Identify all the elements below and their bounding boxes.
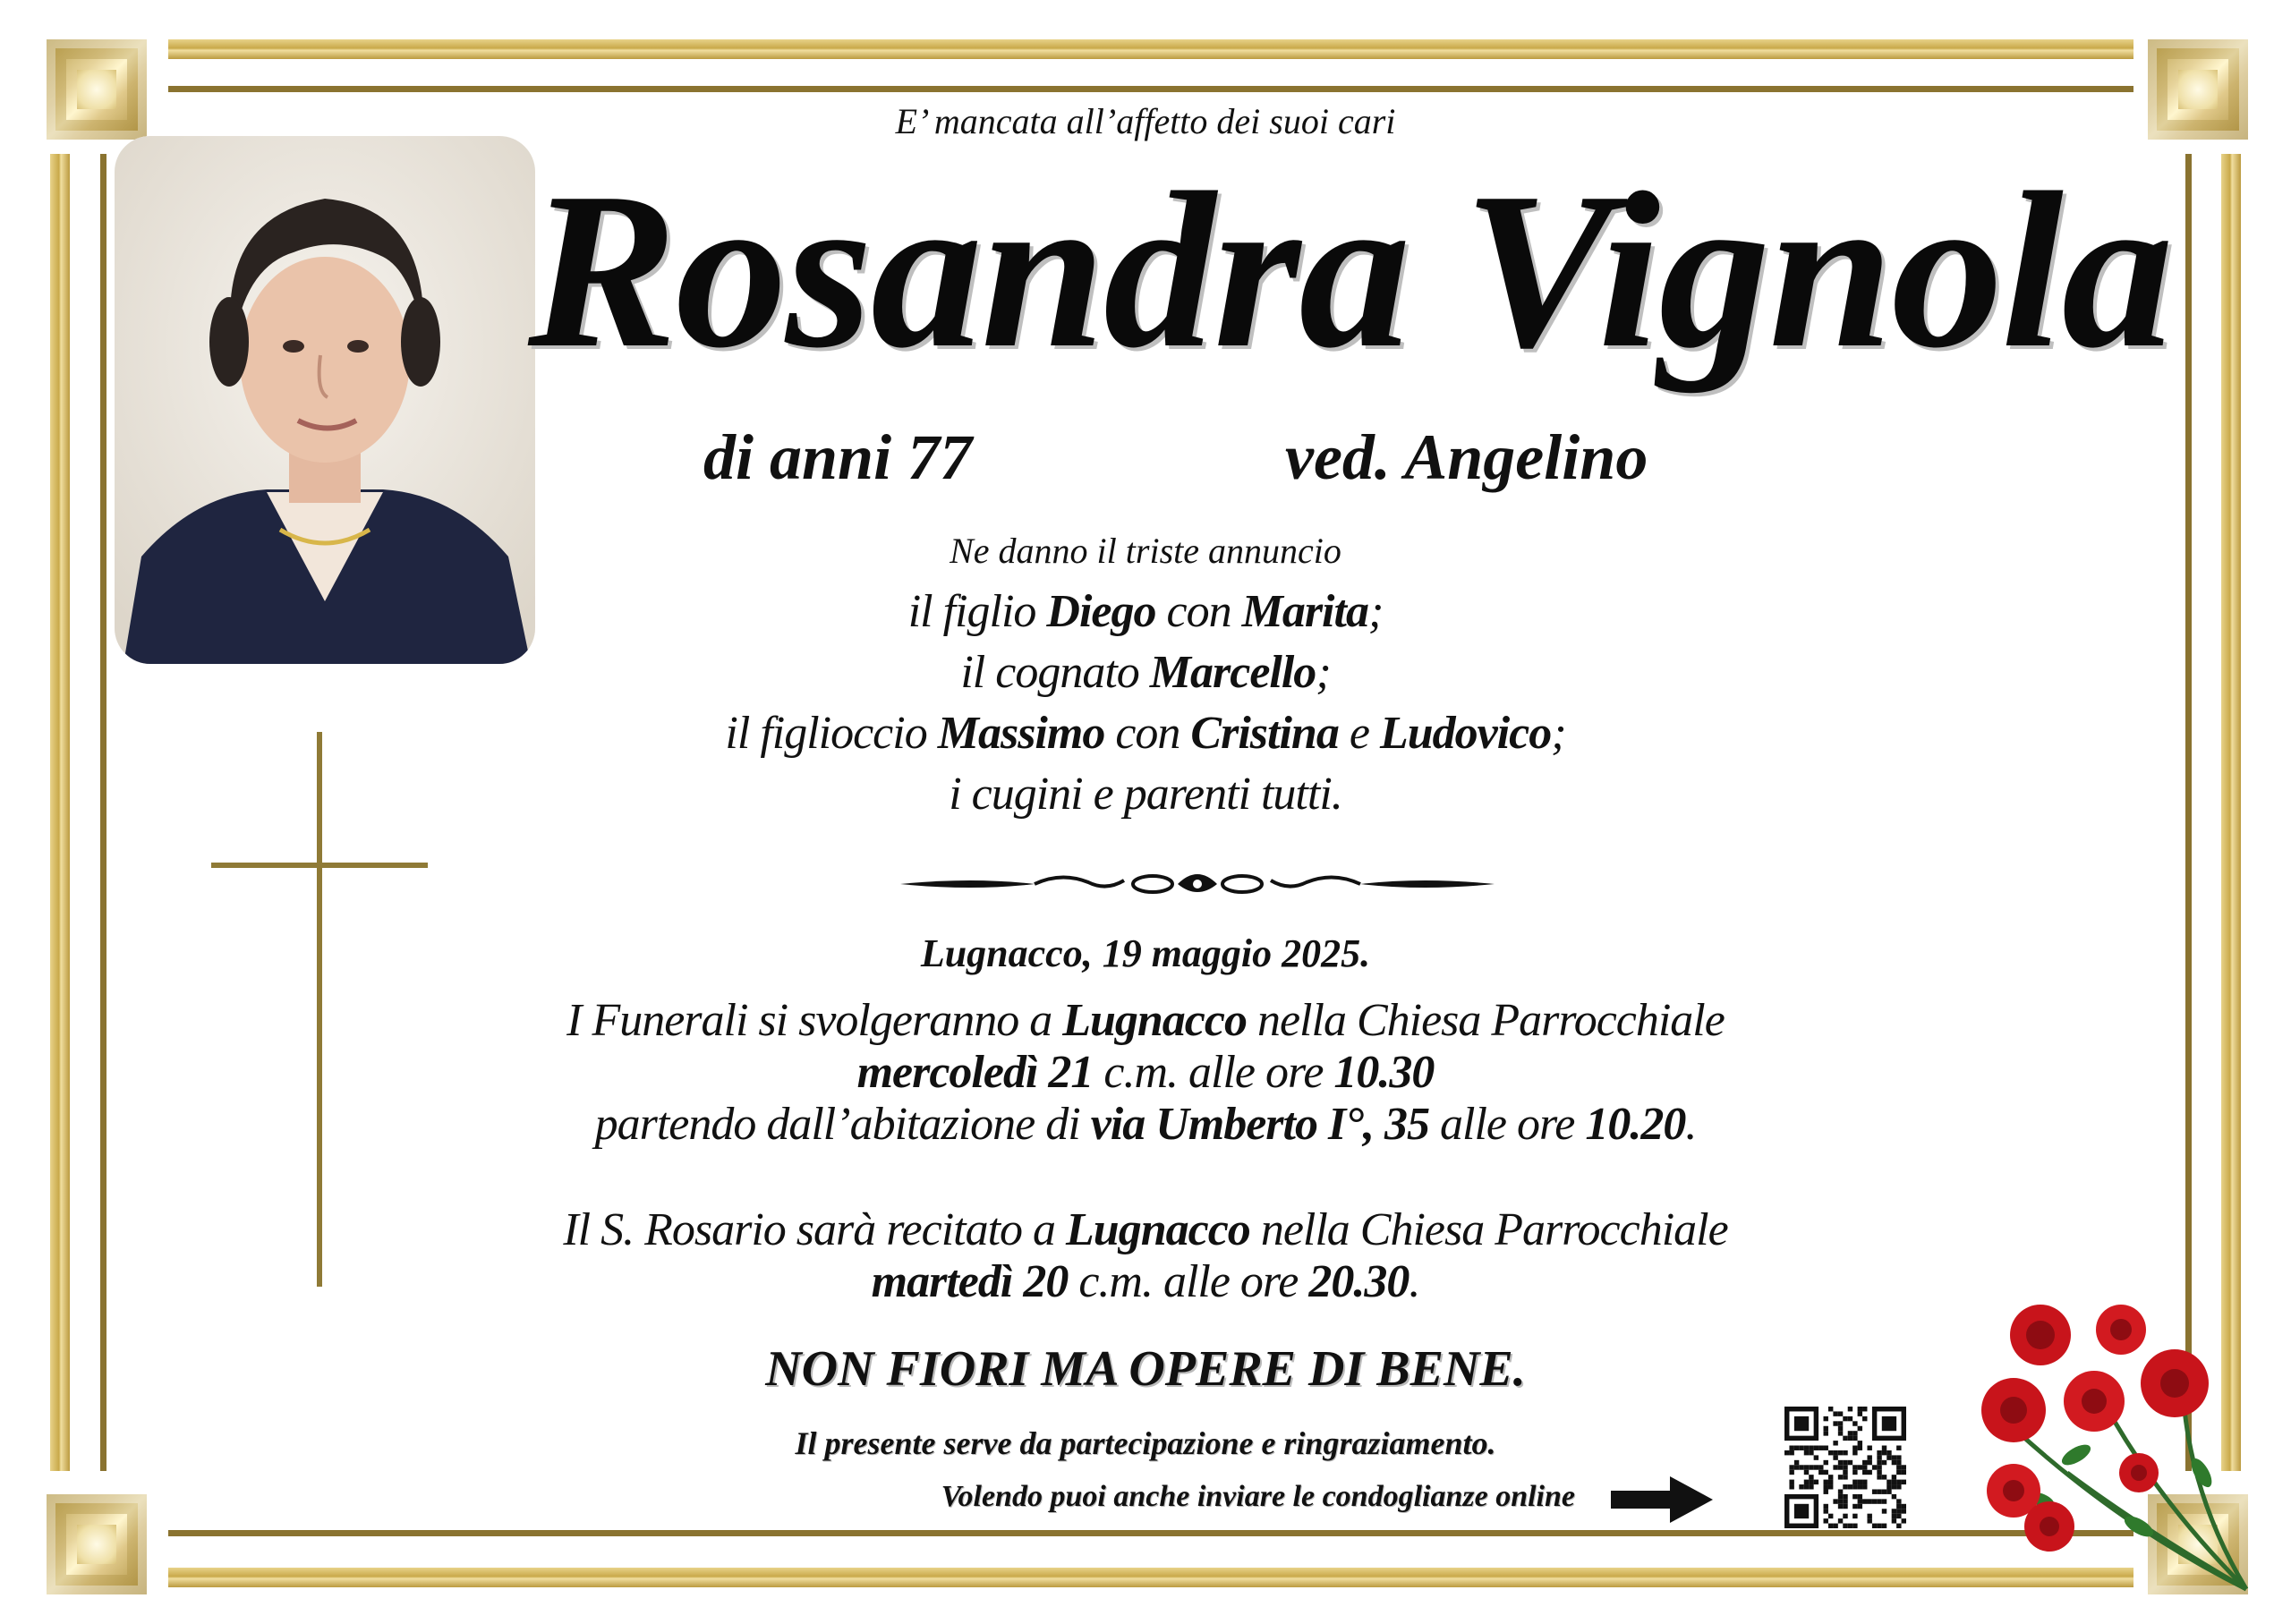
text-emphasis: mercoledì 21	[856, 1047, 1094, 1098]
text-emphasis: Diego	[1046, 586, 1156, 637]
text-segment: nella Chiesa Parrocchiale	[1246, 995, 1725, 1046]
frame-top-thin-line	[168, 86, 2133, 92]
text-segment: il figlio	[907, 586, 1047, 637]
frame-bottom-bar	[168, 1568, 2133, 1587]
frame-right-bar	[2221, 154, 2241, 1471]
frame-left-thin-line	[100, 154, 106, 1471]
funeral-line	[501, 1099, 1790, 1151]
participation-notice: Il presente serve da partecipazione e ringraziamento.	[795, 1425, 1496, 1461]
no-flowers-notice: NON FIORI MA OPERE DI BENE.	[765, 1341, 1526, 1397]
frame-top-bar	[168, 39, 2133, 59]
text-segment: c.m. alle ore	[1093, 1047, 1334, 1098]
frame-corner-bottom-left	[47, 1494, 147, 1594]
family-line	[501, 703, 1790, 764]
text-segment: Il S. Rosario sarà recitato a	[563, 1204, 1067, 1255]
text-segment: I Funerali si svolgeranno a	[566, 995, 1063, 1046]
text-emphasis: martedì 20	[871, 1256, 1069, 1307]
text-segment: nella Chiesa Parrocchiale	[1249, 1204, 1728, 1255]
text-segment: il cognato	[960, 647, 1150, 698]
text-emphasis: Massimo	[937, 708, 1105, 759]
text-segment: alle ore	[1429, 1099, 1586, 1150]
portrait-illustration	[115, 136, 535, 664]
family-line	[501, 764, 1790, 825]
funeral-line	[501, 995, 1790, 1047]
intro-line: E’ mancata all’affetto dei suoi cari	[895, 101, 1396, 141]
rosary-line	[501, 1256, 1790, 1308]
text-segment: ;	[1367, 586, 1384, 637]
deceased-widow-of: ved. Angelino	[1285, 421, 1648, 493]
rosary-info	[501, 1204, 1790, 1308]
text-segment: c.m. alle ore	[1068, 1256, 1309, 1307]
text-segment: ;	[1316, 647, 1331, 698]
text-segment: i cugini e parenti tutti.	[949, 769, 1342, 820]
qr-code-icon[interactable]	[1784, 1407, 1906, 1528]
date-place: Lugnacco, 19 maggio 2025.	[920, 931, 1371, 975]
text-emphasis: 10.20	[1585, 1099, 1686, 1150]
announcement-intro: Ne danno il triste annuncio	[950, 531, 1341, 571]
deceased-age: di anni 77	[703, 421, 973, 493]
arrow-right-icon[interactable]	[1611, 1475, 1715, 1525]
text-segment: ;	[1551, 708, 1566, 759]
funeral-line	[501, 1047, 1790, 1099]
text-emphasis: Cristina	[1190, 708, 1339, 759]
text-segment: con	[1155, 586, 1242, 637]
text-emphasis: Ludovico	[1379, 708, 1552, 759]
text-segment: .	[1685, 1099, 1697, 1150]
frame-corner-top-right	[2148, 39, 2248, 140]
funeral-info	[501, 995, 1790, 1151]
ornament-divider-icon	[900, 864, 1495, 904]
text-segment: partendo dall’abitazione di	[594, 1099, 1091, 1150]
deceased-name: Rosandra Vignola	[528, 147, 2172, 395]
text-segment: .	[1409, 1256, 1420, 1307]
online-condolences-text: Volendo puoi anche inviare le condoglianze online	[941, 1480, 1575, 1513]
cross-icon	[211, 732, 428, 1287]
text-segment: con	[1104, 708, 1191, 759]
text-emphasis: Lugnacco	[1062, 995, 1247, 1046]
rosary-line	[501, 1204, 1790, 1256]
family-line	[501, 582, 1790, 642]
frame-corner-top-left	[47, 39, 147, 140]
portrait-photo	[115, 136, 535, 664]
text-emphasis: via Umberto I°, 35	[1090, 1099, 1430, 1150]
text-emphasis: 20.30	[1308, 1256, 1410, 1307]
text-emphasis: 10.30	[1333, 1047, 1435, 1098]
text-emphasis: Marcello	[1149, 647, 1316, 698]
roses-icon	[1960, 1294, 2264, 1598]
text-emphasis: Marita	[1241, 586, 1368, 637]
family-line	[501, 642, 1790, 703]
text-segment: il figlioccio	[725, 708, 938, 759]
text-emphasis: Lugnacco	[1066, 1204, 1250, 1255]
text-segment: e	[1338, 708, 1380, 759]
frame-bottom-thin-line	[168, 1530, 2133, 1536]
frame-left-bar	[50, 154, 70, 1471]
family-list	[501, 582, 1790, 825]
frame-right-thin-line	[2185, 154, 2192, 1471]
